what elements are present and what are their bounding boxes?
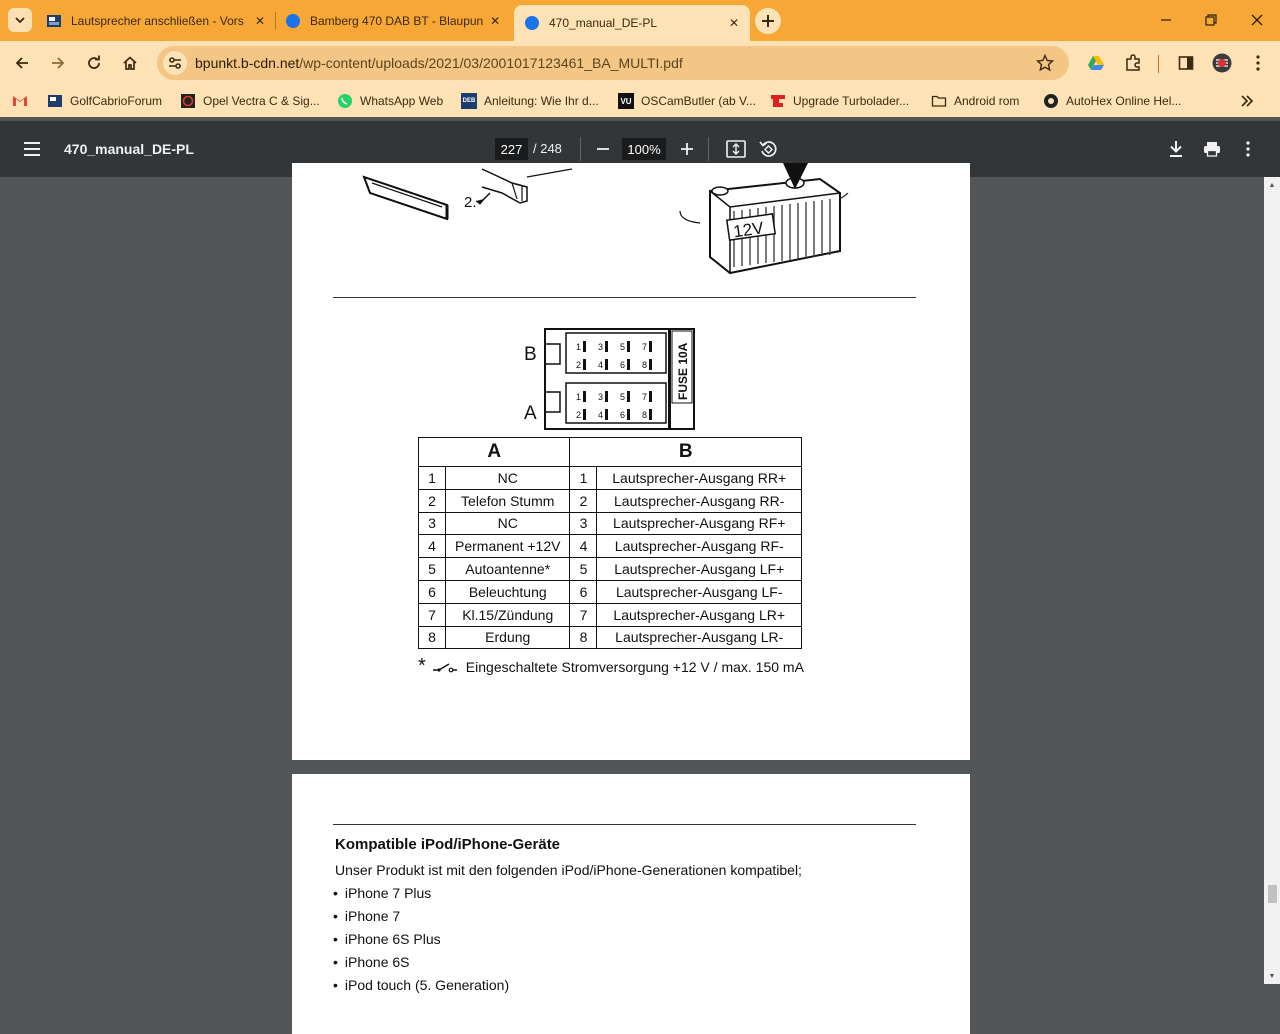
battery-voltage-label: 12V (732, 218, 765, 242)
arrow-right-icon (50, 55, 66, 71)
bookmark-android-rom[interactable] (931, 91, 1019, 111)
zoom-in-button[interactable] (675, 137, 699, 161)
fuse-label: FUSE 10A (676, 342, 690, 400)
close-window-button[interactable] (1234, 0, 1280, 40)
whatsapp-icon (337, 93, 353, 109)
list-item: • iPhone 7 (333, 905, 509, 928)
globe-favicon-icon (524, 15, 540, 31)
b-pin-function: Lautsprecher-Ausgang LR- (597, 626, 802, 649)
printer-icon (1203, 141, 1221, 157)
download-icon (1168, 140, 1184, 158)
print-button[interactable] (1200, 137, 1224, 161)
b-pin-number: 3 (570, 512, 597, 535)
table-row (419, 558, 802, 581)
iso-connector-diagram (520, 328, 700, 433)
pin-a-6: 6 (620, 410, 626, 420)
reload-icon (86, 55, 102, 71)
toolbar-separator (708, 137, 709, 161)
bookmark-label: OSCamButler (ab V... (641, 94, 756, 108)
a-pin-function: NC (446, 512, 570, 535)
deb-icon: DEB (461, 93, 477, 109)
plus-icon (761, 14, 775, 28)
b-pin-number: 6 (570, 580, 597, 603)
url-path: /wp-content/uploads/2021/03/2001017123461_BA_MULTI.pdf (299, 55, 683, 71)
list-item: • iPhone 6S Plus (333, 928, 509, 951)
scroll-down-arrow-icon[interactable]: ▼ (1268, 972, 1276, 980)
b-pin-number: 7 (570, 603, 597, 626)
column-header-b: B (570, 438, 802, 467)
bookmark-turbolader[interactable] (770, 91, 909, 111)
forward-button[interactable] (44, 49, 72, 77)
toolbar-separator (1158, 55, 1159, 73)
pdf-page-227 (292, 163, 970, 760)
switch-symbol-icon (432, 661, 458, 673)
double-chevron-right-icon (1240, 95, 1254, 107)
pin-assignment-table (418, 437, 802, 649)
pin-a-3: 3 (598, 392, 604, 402)
a-pin-number: 7 (419, 603, 446, 626)
b-pin-function: Lautsprecher-Ausgang LF- (597, 580, 802, 603)
pin-b-2: 2 (576, 360, 582, 370)
a-pin-number: 6 (419, 580, 446, 603)
footnote-text: Eingeschaltete Stromversorgung +12 V / max. 150 mA (465, 658, 804, 675)
forum-icon (47, 93, 63, 109)
b-pin-function: Lautsprecher-Ausgang RR- (597, 489, 802, 512)
globe-favicon-icon (285, 13, 301, 29)
a-pin-number: 3 (419, 512, 446, 535)
home-button[interactable] (116, 49, 144, 77)
column-header-a: A (419, 438, 570, 467)
tab-title: Lautsprecher anschließen - Vors (71, 14, 244, 28)
table-header-row (419, 438, 802, 467)
a-pin-function: Erdung (446, 626, 570, 649)
table-row (419, 535, 802, 558)
pin-b-7: 7 (642, 342, 648, 352)
pin-a-5: 5 (620, 392, 626, 402)
rotate-icon (759, 140, 777, 158)
b-pin-function: Lautsprecher-Ausgang LR+ (597, 603, 802, 626)
tab-lautsprecher[interactable] (46, 7, 268, 35)
zoom-out-button[interactable] (591, 137, 615, 161)
pin-a-7: 7 (642, 392, 648, 402)
a-pin-number: 5 (419, 558, 446, 581)
bookmark-label: GolfCabrioForum (70, 94, 163, 108)
home-icon (122, 55, 138, 71)
pdf-viewer (0, 177, 1280, 993)
a-pin-function: Autoantenne* (446, 558, 570, 581)
pin-b-3: 3 (598, 342, 604, 352)
device-list (333, 882, 509, 997)
table-row (419, 512, 802, 535)
pin-b-6: 6 (620, 360, 626, 370)
minimize-button[interactable] (1143, 0, 1189, 40)
pdf-title: 470_manual_DE-PL (64, 141, 194, 157)
b-pin-function: Lautsprecher-Ausgang LF+ (597, 558, 802, 581)
a-pin-number: 2 (419, 489, 446, 512)
more-actions-button[interactable] (1236, 137, 1260, 161)
plus-icon (680, 142, 694, 156)
side-panel-button[interactable] (1174, 51, 1198, 75)
pin-b-5: 5 (620, 342, 626, 352)
footnote (418, 655, 804, 678)
bookmark-opel-vectra[interactable] (180, 91, 320, 111)
pin-b-1: 1 (576, 342, 582, 352)
pin-b-8: 8 (642, 360, 648, 370)
b-pin-function: Lautsprecher-Ausgang RF+ (597, 512, 802, 535)
table-row (419, 580, 802, 603)
minus-icon (596, 142, 610, 156)
section-divider (333, 297, 916, 298)
connector-label-b: B (524, 344, 537, 365)
new-tab-button[interactable] (755, 8, 781, 34)
a-pin-number: 8 (419, 626, 446, 649)
restore-button[interactable] (1188, 0, 1234, 40)
fit-page-button[interactable] (724, 137, 748, 161)
pin-a-2: 2 (576, 410, 582, 420)
download-button[interactable] (1164, 137, 1188, 161)
battery-illustration (670, 163, 870, 275)
footnote-asterisk: * (418, 655, 426, 677)
bookmark-whatsapp[interactable] (337, 91, 443, 111)
opel-icon (180, 93, 196, 109)
bookmark-gmail[interactable] (12, 91, 28, 111)
vertical-scrollbar[interactable] (1264, 177, 1280, 984)
scrollbar-thumb[interactable] (1268, 885, 1277, 903)
bookmarks-bar (0, 85, 1280, 117)
bookmark-label: Anleitung: Wie Ihr d... (484, 94, 599, 108)
mounting-frame-illustration (352, 163, 592, 243)
url-host: bpunkt.b-cdn.net (195, 55, 300, 71)
reload-button[interactable] (80, 49, 108, 77)
b-pin-number: 1 (570, 467, 597, 490)
section-divider (333, 824, 916, 825)
bookmark-oscambutler[interactable] (618, 91, 756, 111)
toolbar-separator (580, 137, 581, 161)
back-button[interactable] (8, 49, 36, 77)
compat-intro: Unser Produkt ist mit den folgenden iPod/iPhone-Generationen kompatibel; (335, 862, 802, 878)
a-pin-function: Permanent +12V (446, 535, 570, 558)
pin-a-4: 4 (598, 410, 604, 420)
star-icon (1036, 54, 1054, 72)
pin-a-1: 1 (576, 392, 582, 402)
minimize-icon (1160, 14, 1172, 26)
pdf-page-228 (292, 774, 970, 1034)
arrow-left-icon (14, 55, 30, 71)
fit-page-icon (726, 140, 746, 158)
b-pin-number: 5 (570, 558, 597, 581)
zoom-level-input[interactable]: 100% (622, 138, 666, 160)
profile-avatar[interactable] (1210, 51, 1234, 75)
forum-favicon-icon (46, 13, 62, 29)
browser-menu-button[interactable] (1246, 51, 1270, 75)
folder-icon (931, 93, 947, 109)
a-pin-function: Telefon Stumm (446, 489, 570, 512)
compat-section-title: Kompatible iPod/iPhone-Geräte (335, 836, 561, 853)
vu-icon: VU (618, 93, 634, 109)
tab-title: 470_manual_DE-PL (549, 16, 658, 30)
tab-search-button[interactable] (8, 8, 32, 32)
bookmark-star-button[interactable] (1035, 53, 1055, 73)
drive-icon (1087, 55, 1105, 71)
puzzle-icon (1124, 54, 1142, 72)
b-pin-function: Lautsprecher-Ausgang RF- (597, 535, 802, 558)
page-total: / 248 (533, 141, 562, 156)
hamburger-menu-icon[interactable] (22, 139, 42, 159)
scroll-up-arrow-icon[interactable]: ▲ (1268, 181, 1276, 189)
avatar-icon (1212, 53, 1232, 73)
more-vertical-icon (1256, 55, 1260, 71)
tab-pdf-manual[interactable] (514, 5, 750, 41)
restore-icon (1205, 14, 1217, 26)
tab-close-icon[interactable]: ✕ (728, 16, 740, 30)
list-item: • iPhone 6S (333, 951, 509, 974)
step-2-label: 2. (464, 194, 477, 211)
tab-separator (275, 12, 276, 30)
bookmark-anleitung[interactable] (461, 91, 599, 111)
tab-close-icon[interactable]: ✕ (490, 14, 501, 28)
b-pin-number: 8 (570, 626, 597, 649)
address-bar[interactable] (157, 46, 1069, 80)
table-row (419, 467, 802, 490)
turbo-icon (770, 93, 786, 109)
tab-title: Bamberg 470 DAB BT - Blaupun (310, 14, 484, 28)
google-drive-extension[interactable] (1084, 51, 1108, 75)
side-panel-icon (1178, 55, 1194, 71)
b-pin-function: Lautsprecher-Ausgang RR+ (597, 467, 802, 490)
bookmarks-overflow-button[interactable] (1240, 91, 1254, 111)
extensions-button[interactable] (1121, 51, 1145, 75)
table-row (419, 626, 802, 649)
a-pin-function: NC (446, 467, 570, 490)
pin-a-8: 8 (642, 410, 648, 420)
list-item: • iPod touch (5. Generation) (333, 974, 509, 997)
tab-bamberg[interactable] (285, 7, 501, 35)
b-pin-number: 2 (570, 489, 597, 512)
url-text (195, 55, 683, 71)
rotate-button[interactable] (756, 137, 780, 161)
gmail-icon (12, 95, 28, 107)
b-pin-number: 4 (570, 535, 597, 558)
bookmark-label: Android rom (954, 94, 1020, 108)
page-number-input[interactable]: 227 (495, 138, 528, 160)
more-vertical-icon (1246, 141, 1250, 157)
table-row (419, 489, 802, 512)
bookmark-autohex[interactable] (1043, 91, 1181, 111)
pin-b-4: 4 (598, 360, 604, 370)
bookmark-label: AutoHex Online Hel... (1066, 94, 1182, 108)
close-icon (1251, 14, 1263, 26)
globe-icon (1043, 93, 1059, 109)
list-item: • iPhone 7 Plus (333, 882, 509, 905)
table-row (419, 603, 802, 626)
a-pin-function: Kl.15/Zündung (446, 603, 570, 626)
tab-close-icon[interactable]: ✕ (254, 14, 266, 28)
site-info-button[interactable] (163, 51, 187, 75)
bookmark-label: WhatsApp Web (360, 94, 444, 108)
bookmark-label: Opel Vectra C & Sig... (203, 94, 320, 108)
chevron-down-icon (14, 14, 26, 26)
bookmark-golfcabrioforum[interactable] (47, 91, 162, 111)
browser-toolbar (0, 41, 1280, 85)
tune-icon (168, 56, 182, 70)
a-pin-number: 4 (419, 535, 446, 558)
tab-strip (0, 0, 1280, 41)
a-pin-number: 1 (419, 467, 446, 490)
connector-label-a: A (524, 403, 537, 424)
bookmark-label: Upgrade Turbolader... (793, 94, 910, 108)
a-pin-function: Beleuchtung (446, 580, 570, 603)
